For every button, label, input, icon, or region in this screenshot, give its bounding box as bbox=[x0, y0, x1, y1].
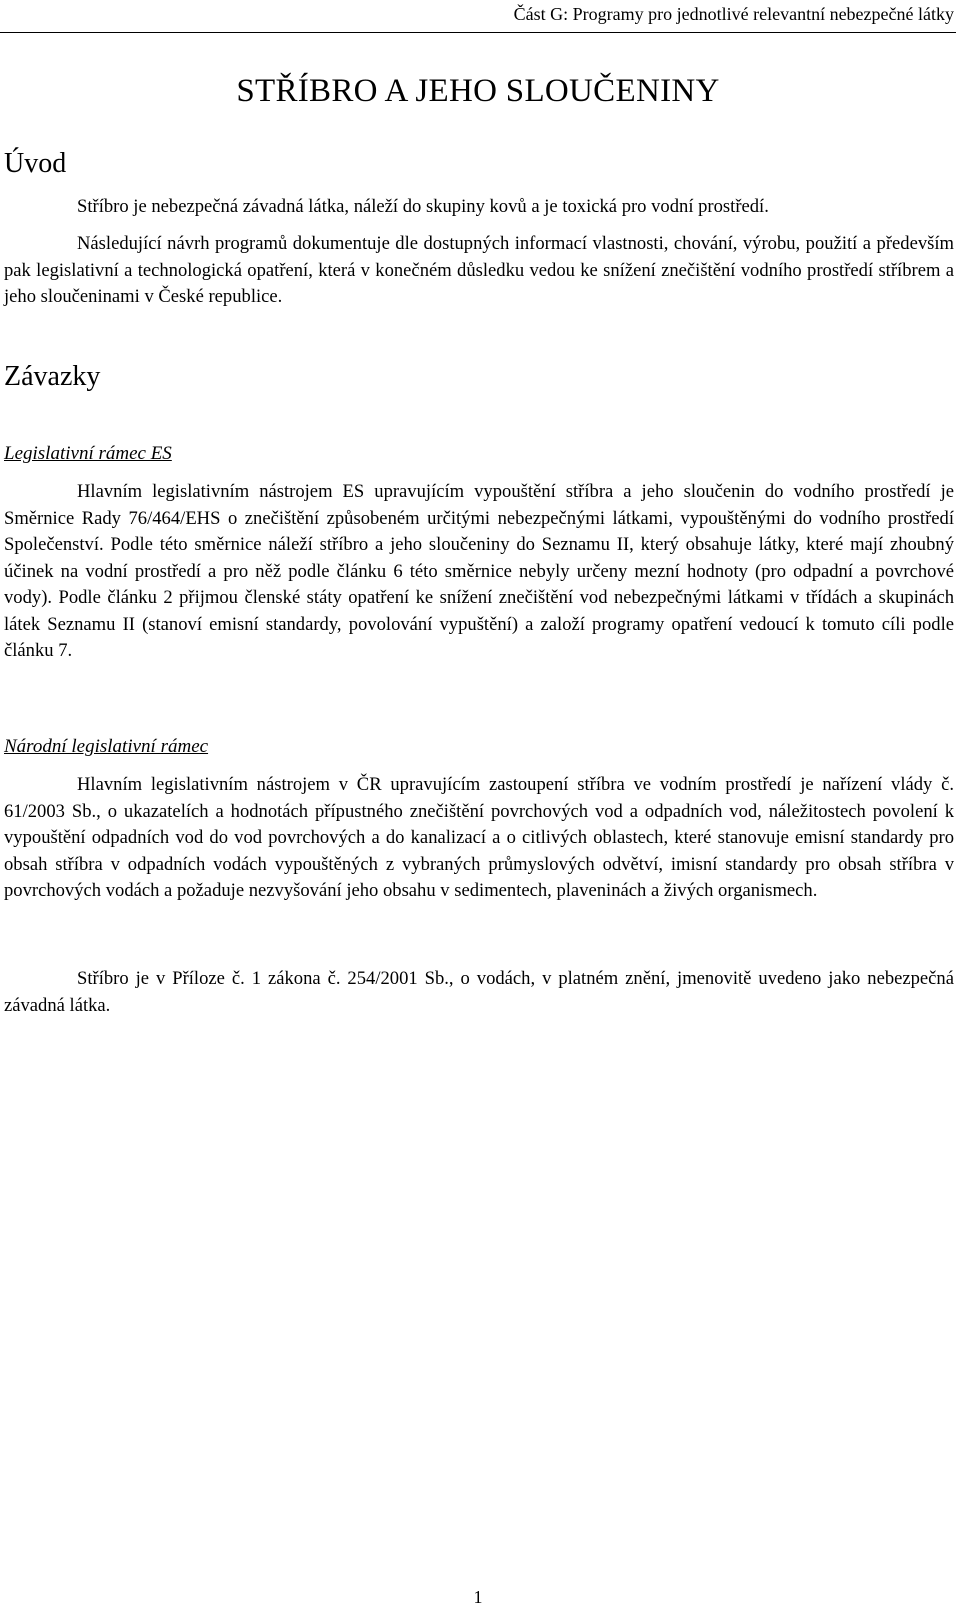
paragraph-eu-1: Hlavním legislativním nástrojem ES upravujícím vypouštění stříbra a jeho sloučenin do vodního prostředí je Směrnice Rady 76/464/EHS o znečištění způsobeném určitými nebezpečnými látkami, vypouštěnými do vodního prostředí Společenství. Podle této směrnice náleží stříbro a jeho sloučeniny do Seznamu II, který obsahuje látky, které mají zhoubný účinek na vodní prostředí a pro něž podle článku 6 této směrnice nebyly určeny mezní hodnoty (pro odpadní a povrchové vody). Podle článku 2 přijmou členské státy opatření ke snížení znečištění vod nebezpečnými látkami v třídách a skupinách látek Seznamu II (stanoví emisní standardy, povolování vypuštění) a založí programy opatření vedoucí k tomuto cíli podle článku 7. bbox=[4, 481, 954, 661]
paragraph-national-1: Hlavním legislativním nástrojem v ČR upravujícím zastoupení stříbra ve vodním prostředí je nařízení vlády č. 61/2003 Sb., o ukazatelích a hodnotách přípustného znečištění povrchových vod a odpadních vod, náležitostech povolení k vypouštění odpadních vod do vod povrchových a do kanalizací a o citlivých oblastech, které stanovuje emisní standardy pro obsah stříbra v odpadních vodách vypouštěných z vybraných průmyslových odvětví, imisní standardy pro obsah stříbra v povrchových vodách a požaduje nezvyšování jeho obsahu v sedimentech, plaveninách a živých organismech. bbox=[4, 774, 954, 901]
paragraph-uvod-1: Stříbro je nebezpečná závadná látka, náleží do skupiny kovů a je toxická pro vodní prostředí. bbox=[77, 196, 769, 217]
paragraph-uvod-2: Následující návrh programů dokumentuje dle dostupných informací vlastnosti, chování, výrobu, použití a především pak legislativní a technologická opatření, která v konečném důsledku vedou ke snížení znečištění vodního prostředí stříbrem a jeho sloučeninami v České republice. bbox=[4, 233, 954, 307]
section-heading-zavazky: Závazky bbox=[4, 361, 101, 392]
paragraph-national-2: Stříbro je v Příloze č. 1 zákona č. 254/2001 Sb., o vodách, v platném znění, jmenovitě uvedeno jako nebezpečná závadná látka. bbox=[4, 968, 954, 1016]
running-header: Část G: Programy pro jednotlivé relevantní nebezpečné látky bbox=[513, 4, 954, 24]
section-heading-uvod: Úvod bbox=[4, 148, 67, 179]
document-title: STŘÍBRO A JEHO SLOUČENINY bbox=[236, 73, 720, 109]
header-rule bbox=[0, 32, 956, 33]
subsection-heading-national: Národní legislativní rámec bbox=[4, 736, 209, 757]
page-number: 1 bbox=[473, 1587, 483, 1607]
subsection-heading-eu: Legislativní rámec ES bbox=[4, 443, 172, 464]
